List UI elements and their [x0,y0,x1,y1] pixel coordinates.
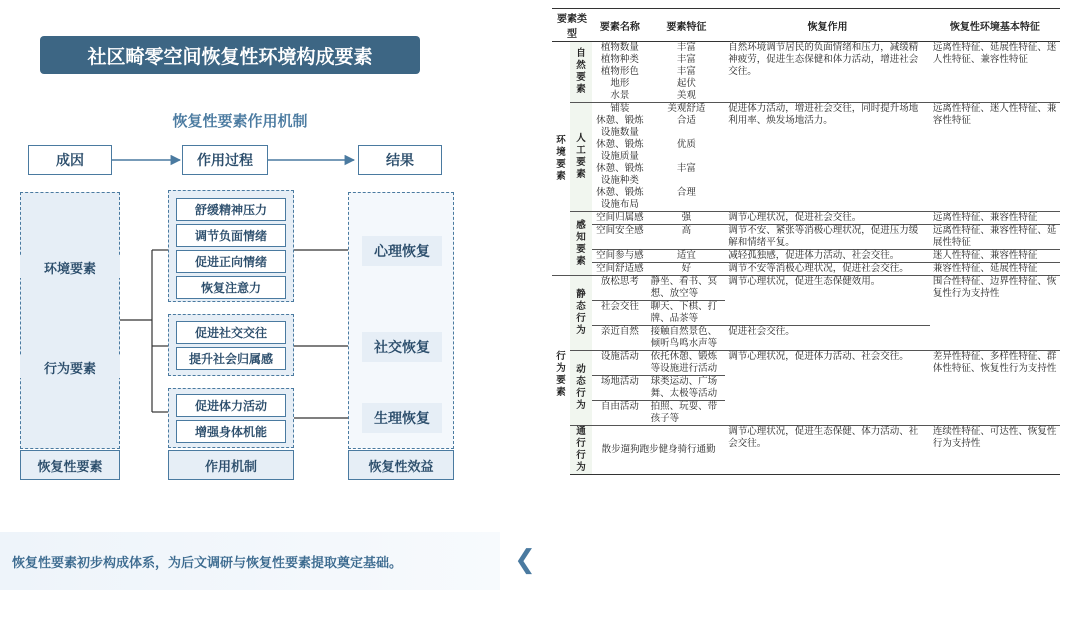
table-cell: 调节心理状况，促进体力活动、社会交往。 [725,351,930,426]
artificial-effect: 促进体力活动，增进社会交往，同时提升场地利用率、焕发场地活力。 [725,103,930,212]
result-physical: 生理恢复 [362,403,442,433]
table-cell: 减轻孤独感，促进体力活动、社会交往。 [725,250,930,263]
table-cell: 休憩、锻炼设施质量 [596,139,644,162]
table-cell: 好 [648,263,726,276]
table-cell: 亲近自然 [592,326,648,351]
result-social: 社交恢复 [362,332,442,362]
th-feature: 恢复性环境基本特征 [930,9,1060,42]
artificial-label: 人工要素 [570,103,592,212]
passing-label: 通行行为 [570,426,592,475]
table-cell: 休憩、锻炼设施数量 [596,115,644,138]
process-item: 促进体力活动 [176,394,286,417]
table-cell: 强 [648,212,726,225]
table-cell: 地形 [610,78,630,89]
table-cell: 拍照、玩耍、带孩子等 [648,401,726,426]
env-category: 环境要素 [556,134,566,182]
table-cell: 球类运动、广场舞、太极等活动 [648,376,726,401]
dynamic-feature: 差异性特征、多样性特征、群体性特征、恢复性行为支持性 [930,351,1060,426]
table-cell: 美观舒适 [648,103,726,116]
cause-column [20,192,120,449]
header-process: 作用过程 [182,145,268,175]
passing-feature: 连续性特征、可达性、恢复性行为支持性 [930,426,1060,475]
table-cell: 起伏 [676,78,696,89]
natural-feature: 远离性特征、延展性特征、迷人性特征、兼容性特征 [932,42,1057,65]
table-cell: 放松思考 [592,276,648,301]
static-feature: 围合性特征、边界性特征、恢复性行为支持性 [930,276,1060,351]
banner-title: 社区畸零空间恢复性环境构成要素 [40,36,420,74]
table-cell: 空间归属感 [592,212,648,225]
table-cell: 空间安全感 [592,225,648,250]
caption: 恢复性要素初步构成体系，为后文调研与恢复性要素提取奠定基础。 [0,532,500,590]
table-cell: 依托休憩、锻炼等设施进行活动 [648,351,726,376]
table-cell: 调节心理状况，促进社会交往。 [725,212,930,225]
perception-label: 感知要素 [570,212,592,276]
th-type: 要素类型 [552,9,592,42]
table-cell: 接触自然景色、倾听鸟鸣水声等 [648,326,726,351]
cause-behavior: 行为要素 [20,356,120,378]
table-cell: 兼容性特征、延展性特征 [930,263,1060,276]
dynamic-label: 动态行为 [570,351,592,426]
table-cell: 迷人性特征、兼容性特征 [930,250,1060,263]
table-cell: 促进社会交往。 [725,326,930,351]
footer-cause: 恢复性要素 [20,450,120,480]
table-cell: 植物形色 [600,66,639,77]
table-cell: 休憩、锻炼设施布局 [596,187,644,210]
table-cell: 设施活动 [592,351,648,376]
process-item: 促进社交交往 [176,321,286,344]
table-cell: 散步遛狗跑步健身骑行通勤 [592,426,725,475]
table-cell: 合理 [676,187,696,198]
cause-environment: 环境要素 [20,256,120,278]
mechanism-title: 恢复性要素作用机制 [172,112,308,130]
table-cell: 场地活动 [592,376,648,401]
table-cell: 丰富 [676,42,696,53]
table-cell: 植物种类 [600,54,639,65]
footer-process: 作用机制 [168,450,294,480]
table-cell: 静坐、看书、冥想、放空等 [648,276,726,301]
table-cell: 空间参与感 [592,250,648,263]
table-cell: 丰富 [676,54,696,65]
process-item: 恢复注意力 [176,276,286,299]
table-cell: 调节心理状况，促进生态保健效用。 [725,276,930,326]
result-psych: 心理恢复 [362,236,442,266]
header-cause: 成因 [28,145,112,175]
table-cell: 丰富 [676,66,696,77]
table-cell: 铺装 [592,103,648,116]
table-cell: 水景 [610,90,630,101]
table-cell: 美观 [676,90,696,101]
th-effect: 恢复作用 [725,9,930,42]
process-item: 提升社会归属感 [176,347,286,370]
table-cell: 丰富 [676,163,696,174]
process-item: 调节负面情绪 [176,224,286,247]
table-cell: 空间舒适感 [592,263,648,276]
natural-label: 自然要素 [570,42,592,103]
chevron-left-icon[interactable]: ❮ [514,545,536,575]
table-cell: 调节心理状况，促进生态保健、体力活动、社会交往。 [725,426,930,475]
table-cell: 优质 [676,139,696,150]
table-cell: 调节不安等消极心理状况，促进社会交往。 [725,263,930,276]
header-result: 结果 [358,145,442,175]
artificial-feature: 远离性特征、迷人性特征、兼容性特征 [930,103,1060,212]
beh-category: 行为要素 [552,276,570,475]
footer-result: 恢复性效益 [348,450,454,480]
table-cell: 植物数量 [600,42,639,53]
th-trait: 要素特征 [648,9,726,42]
th-name: 要素名称 [592,9,648,42]
elements-table [552,8,1060,475]
process-item: 促进正向情绪 [176,250,286,273]
table-cell: 远离性特征、兼容性特征、延展性特征 [930,225,1060,250]
table-cell: 合适 [676,115,696,126]
natural-effect: 自然环境调节居民的负面情绪和压力，减缓精神疲劳，促进生态保健和体力活动，增进社会交往。 [728,42,919,77]
process-item: 增强身体机能 [176,420,286,443]
table-cell: 远离性特征、兼容性特征 [930,212,1060,225]
table-cell: 自由活动 [592,401,648,426]
table-cell: 休憩、锻炼设施种类 [596,163,644,186]
table-cell: 调节不安、紧张等消极心理状况，促进压力缓解和情绪平复。 [725,225,930,250]
table-cell: 聊天、下棋、打牌、品茶等 [648,301,726,326]
static-label: 静态行为 [570,276,592,351]
table-cell: 适宜 [648,250,726,263]
table-cell: 社会交往 [592,301,648,326]
table-cell: 高 [648,225,726,250]
process-item: 舒缓精神压力 [176,198,286,221]
